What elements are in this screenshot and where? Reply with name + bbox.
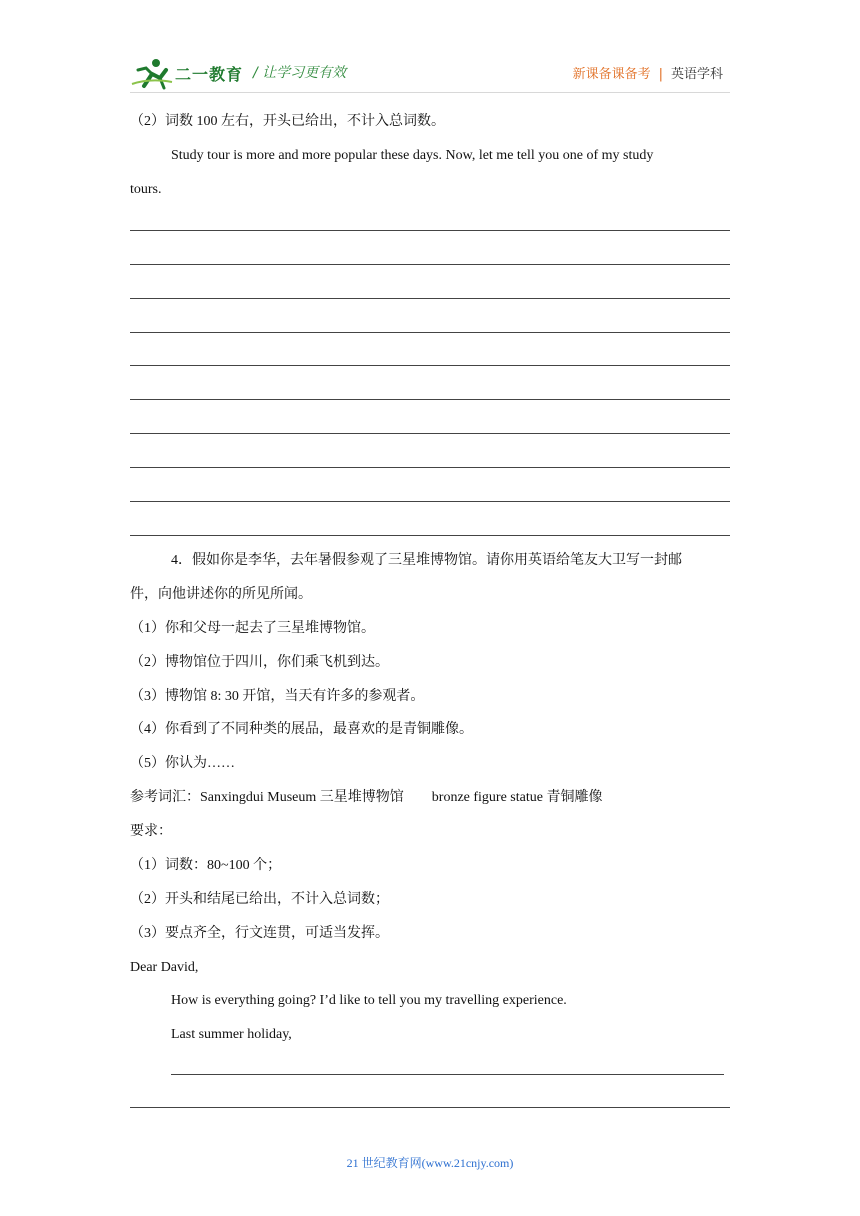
q4-requirement-3: （3）要点齐全，行文连贯，可适当发挥。 xyxy=(130,926,389,941)
q4-vocabulary: 参考词汇：Sanxingdui Museum 三星堆博物馆 bronze figure statue 青铜雕像 xyxy=(130,790,603,805)
q4-requirements-title: 要求： xyxy=(130,824,172,839)
letter-line-1: How is everything going? I’d like to tell you my travelling experience. xyxy=(171,993,567,1008)
writing-line[interactable] xyxy=(130,433,730,434)
letter-salutation: Dear David, xyxy=(130,960,199,975)
writing-line[interactable] xyxy=(130,332,730,333)
page-footer: 21 世纪教育网(www.21cnjy.com) xyxy=(346,1156,514,1170)
header-subject: 新课备课备考 | 英语学科 xyxy=(572,67,723,82)
writing-line[interactable] xyxy=(130,467,730,468)
q4-requirement-2: （2）开头和结尾已给出，不计入总词数； xyxy=(130,892,389,907)
q4-point-4: （4）你看到了不同种类的展品，最喜欢的是青铜雕像。 xyxy=(130,722,473,737)
q4-point-5: （5）你认为…… xyxy=(130,756,235,771)
q3-opening-line-1: Study tour is more and more popular these days. Now, let me tell you one of my study xyxy=(171,148,654,163)
writing-line[interactable] xyxy=(130,365,730,366)
page-header xyxy=(0,0,860,100)
brand-slogan: / 让学习更有效 xyxy=(253,65,347,81)
letter-line-2: Last summer holiday, xyxy=(171,1027,292,1042)
q4-point-3: （3）博物馆 8: 30 开馆，当天有许多的参观者。 xyxy=(130,689,425,704)
q4-prompt-line-1: 4．假如你是李华，去年暑假参观了三星堆博物馆。请你用英语给笔友大卫写一封邮 xyxy=(171,553,682,568)
q4-point-2: （2）博物馆位于四川，你们乘飞机到达。 xyxy=(130,655,389,670)
header-divider xyxy=(130,92,730,93)
writing-line[interactable] xyxy=(130,535,730,536)
q3-requirement-2: （2）词数 100 左右，开头已给出，不计入总词数。 xyxy=(130,114,445,129)
writing-line[interactable] xyxy=(130,298,730,299)
writing-line[interactable] xyxy=(130,399,730,400)
q4-requirement-1: （1）词数：80~100 个； xyxy=(130,858,282,873)
q4-point-1: （1）你和父母一起去了三星堆博物馆。 xyxy=(130,621,375,636)
writing-line[interactable] xyxy=(171,1074,724,1075)
brand-name: 二一教育 xyxy=(175,65,244,84)
q4-prompt-line-2: 件，向他讲述你的所见所闻。 xyxy=(130,587,312,602)
writing-line[interactable] xyxy=(130,264,730,265)
writing-line[interactable] xyxy=(130,1107,730,1108)
writing-line[interactable] xyxy=(130,501,730,502)
writing-line[interactable] xyxy=(130,230,730,231)
q3-opening-line-2: tours. xyxy=(130,182,162,197)
